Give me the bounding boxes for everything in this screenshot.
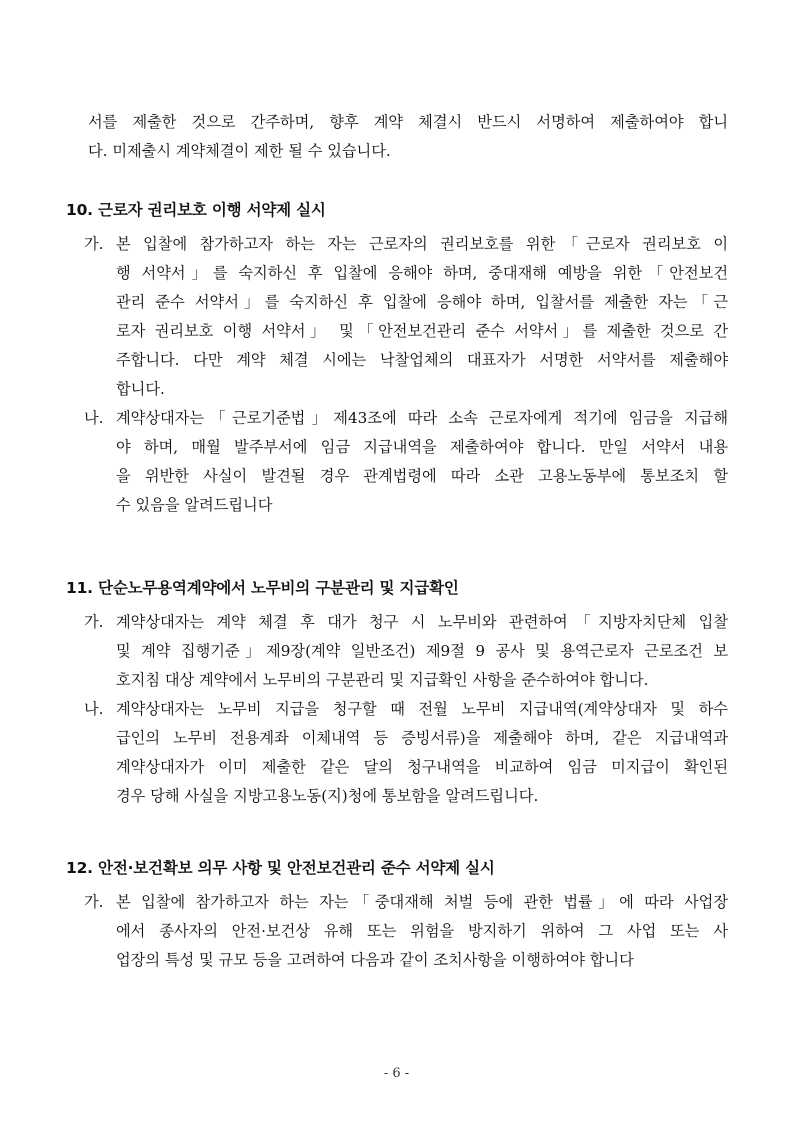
text-line: 및 계약 집행기준」제9장(계약 일반조건) 제9절 9 공사 및 용역근로자 근로조건 보 [116,642,728,660]
text-line: 에서 종사자의 안전·보건상 유해 또는 위험을 방지하기 위하여 그 사업 또는 사 [116,922,728,940]
list-marker: 나. [84,700,104,718]
text-line: 급인의 노무비 전용계좌 이체내역 등 증빙서류)을 제출해야 하며, 같은 지급내역과 [116,729,728,747]
list-item-text [116,888,728,975]
text-line: 주합니다. 다만 계약 체결 시에는 낙찰업체의 대표자가 서명한 서약서를 제출해야 [116,351,728,369]
text-line: 을 위반한 사실이 발견될 경우 관계법령에 따라 소관 고용노동부에 통보조치 할 [116,467,728,485]
text-line: 행 서약서」를 숙지하신 후 입찰에 응해야 하며, 중대재해 예방을 위한「안전보건 [116,264,728,282]
list-item-text [116,695,728,811]
text-line: 로자 권리보호 이행 서약서」 및「안전보건관리 준수 서약서」를 제출한 것으로 간 [116,322,728,340]
list-item-text [116,404,728,520]
text-line: 수 있음을 알려드립니다 [116,496,273,514]
list-item [68,404,728,520]
section-heading: 10. 근로자 권리보호 이행 서약제 실시 [66,201,326,219]
list-marker: 가. [84,893,104,911]
list-item [68,888,728,975]
section-12 [66,856,728,975]
list-item [68,608,728,695]
list-item [68,695,728,811]
text-line: 업장의 특성 및 규모 등을 고려하여 다음과 같이 조치사항을 이행하여야 합니다 [116,951,634,969]
text-line: 호지침 대상 계약에서 노무비의 구분관리 및 지급확인 사항을 준수하여야 합니다. [116,671,649,689]
intro-paragraph [88,108,728,166]
text-line: 다. 미제출시 계약체결이 제한 될 수 있습니다. [88,142,391,160]
text-line: 계약상대자는「근로기준법」제43조에 따라 소속 근로자에게 적기에 임금을 지급해 [116,409,728,427]
list-marker: 가. [84,613,104,631]
text-line: 본 입찰에 참가하고자 하는 자는 근로자의 권리보호를 위한「근로자 권리보호 이 [116,235,728,253]
text-line: 경우 당해 사실을 지방고용노동(지)청에 통보함을 알려드립니다. [116,787,539,805]
section-10 [66,198,728,520]
page-number: - 6 - [383,1066,410,1081]
text-line: 관리 준수 서약서」를 숙지하신 후 입찰에 응해야 하며, 입찰서를 제출한 자는「근 [116,293,728,311]
list-marker: 나. [84,409,104,427]
list-item [68,230,728,404]
text-line: 계약상대자는 계약 체결 후 대가 청구 시 노무비와 관련하여「지방자치단체 입찰 [116,613,728,631]
text-line: 계약상대자는 노무비 지급을 청구할 때 전월 노무비 지급내역(계약상대자 및 하수 [116,700,728,718]
text-line: 본 입찰에 참가하고자 하는 자는「중대재해 처벌 등에 관한 법률」에 따라 사업장 [116,893,728,911]
section-heading: 11. 단순노무용역계약에서 노무비의 구분관리 및 지급확인 [66,579,459,597]
list-item-text [116,608,728,695]
text-line: 합니다. [116,380,165,398]
section-11 [66,576,728,811]
list-marker: 가. [84,235,104,253]
list-item-text [116,230,728,404]
text-line: 야 하며, 매월 발주부서에 임금 지급내역을 제출하여야 합니다. 만일 서약서 내용 [116,438,728,456]
section-heading: 12. 안전·보건확보 의무 사항 및 안전보건관리 준수 서약제 실시 [66,859,495,877]
text-line: 서를 제출한 것으로 간주하며, 향후 계약 체결시 반드시 서명하여 제출하여야 합니 [88,113,728,131]
text-line: 계약상대자가 이미 제출한 같은 달의 청구내역을 비교하여 임금 미지급이 확인된 [116,758,728,776]
